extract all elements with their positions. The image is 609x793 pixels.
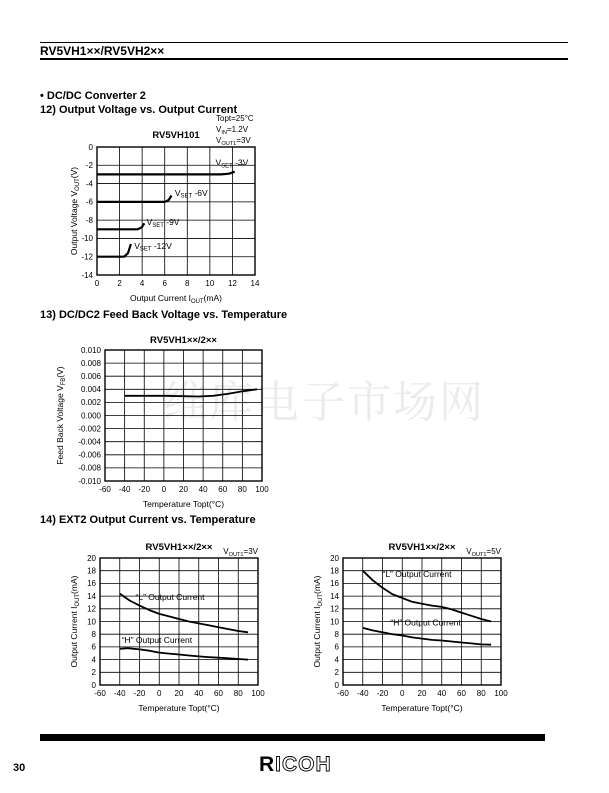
annotation-label: $V_{SET}$ -3V xyxy=(215,157,249,170)
y-tick-label: -2 xyxy=(85,161,93,171)
y-tick-label: 20 xyxy=(87,553,96,563)
x-axis-label: Temperature Topt(°C) xyxy=(138,703,220,713)
y-tick-label: 6 xyxy=(334,642,339,652)
y-tick-label: 12 xyxy=(330,604,339,614)
y-tick-label: 0 xyxy=(88,142,93,152)
chart-output-voltage-vs-output-current xyxy=(35,110,325,306)
header-rule-bottom xyxy=(40,58,568,60)
x-tick-label: -40 xyxy=(356,689,369,698)
x-tick-label: 80 xyxy=(237,485,247,494)
x-tick-label: 0 xyxy=(161,485,167,494)
annotation-label: $V_{SET}$ -6V xyxy=(174,187,208,200)
series-curve xyxy=(97,172,235,175)
y-tick-label: -0.008 xyxy=(78,463,101,473)
chart-title: RV5VH1××/2×× xyxy=(388,542,456,553)
x-tick-label: 100 xyxy=(494,689,508,698)
x-tick-label: -20 xyxy=(138,485,151,494)
footer-rule xyxy=(40,734,545,741)
y-tick-label: 0.010 xyxy=(80,345,101,355)
chart-title: RV5VH1××/2×× xyxy=(150,335,217,346)
annotation-label: “H” Output Current xyxy=(390,617,461,628)
x-tick-label: 60 xyxy=(214,689,223,698)
logo-letter-r: R xyxy=(259,753,276,776)
x-axis-label: Output Current $I_{OUT}(mA)$ xyxy=(130,293,222,305)
x-tick-label: 2 xyxy=(117,279,122,288)
x-tick-label: -20 xyxy=(376,689,389,698)
y-tick-label: 0.000 xyxy=(80,411,101,421)
x-tick-label: 10 xyxy=(205,279,215,288)
y-tick-label: 0 xyxy=(334,680,339,690)
y-tick-label: 8 xyxy=(334,630,339,639)
y-tick-label: 0.002 xyxy=(80,398,101,408)
y-tick-label: 18 xyxy=(330,566,339,576)
y-tick-label: 0.004 xyxy=(80,385,101,395)
x-tick-label: 80 xyxy=(476,689,486,698)
chart-condition: $V_{IN}=1.2V$ xyxy=(216,125,249,136)
x-tick-label: 4 xyxy=(139,279,145,288)
chart-ext2-output-current-3v xyxy=(35,530,315,720)
x-tick-label: 8 xyxy=(185,279,190,288)
x-tick-label: 14 xyxy=(250,279,260,288)
y-tick-label: -0.004 xyxy=(78,437,101,447)
x-tick-label: -40 xyxy=(113,689,126,698)
chart-condition: $V_{OUT1}=3V$ xyxy=(216,136,251,147)
y-tick-label: 2 xyxy=(334,668,339,678)
y-axis-label: Feed Back Voltage $V_{FB}(V)$ xyxy=(55,366,67,465)
chart-title: RV5VH101 xyxy=(152,130,200,141)
series-curve xyxy=(363,628,491,645)
header-rule-top xyxy=(40,42,568,43)
y-tick-label: -0.006 xyxy=(78,450,101,460)
annotation-label: $V_{SET}$ -9V xyxy=(146,217,180,229)
x-tick-label: 100 xyxy=(255,485,269,494)
y-tick-label: 0 xyxy=(91,680,96,690)
series-curve xyxy=(97,196,172,202)
x-tick-label: 20 xyxy=(174,689,184,698)
chart-feedback-voltage-vs-temperature xyxy=(35,326,325,512)
y-tick-label: 4 xyxy=(91,655,96,665)
x-tick-label: 40 xyxy=(437,689,447,698)
y-tick-label: 16 xyxy=(330,579,339,589)
y-axis-label: Output Current $I_{OUT}(mA)$ xyxy=(69,575,81,668)
series-curve xyxy=(97,223,144,229)
x-tick-label: -60 xyxy=(94,689,106,698)
x-tick-label: 40 xyxy=(194,689,204,698)
y-tick-label: 12 xyxy=(87,604,96,614)
y-axis-label: Output Current $I_{OUT}(mA)$ xyxy=(312,575,324,668)
y-tick-label: 14 xyxy=(87,591,96,601)
section-12-heading: 12) Output Voltage vs. Output Current xyxy=(40,104,238,116)
x-tick-label: 100 xyxy=(251,689,265,698)
page-header-title: RV5VH1××/RV5VH2×× xyxy=(40,44,165,58)
y-tick-label: -0.010 xyxy=(78,476,101,486)
y-tick-label: -10 xyxy=(81,234,93,244)
x-tick-label: 60 xyxy=(218,485,228,494)
y-tick-label: 20 xyxy=(330,553,339,563)
y-axis-label: Output Voltage $V_{OUT}(V)$ xyxy=(69,166,81,256)
ricoh-logo xyxy=(258,750,352,778)
y-tick-label: 2 xyxy=(91,668,96,678)
section-13-heading: 13) DC/DC2 Feed Back Voltage vs. Temperature xyxy=(40,309,288,321)
annotation-label: “H” Output Current xyxy=(121,635,193,646)
y-tick-label: 4 xyxy=(334,655,339,665)
x-tick-label: 0 xyxy=(400,689,405,698)
series-curve xyxy=(97,244,131,257)
y-tick-label: -14 xyxy=(81,270,93,280)
y-tick-label: 18 xyxy=(87,566,96,576)
y-tick-label: 14 xyxy=(330,591,339,601)
x-tick-label: 20 xyxy=(179,485,188,494)
y-tick-label: -6 xyxy=(85,197,93,207)
x-tick-label: -20 xyxy=(133,689,146,698)
section-dcdc2-bullet: • DC/DC Converter 2 xyxy=(40,90,146,102)
x-axis-label: Temperature Topt(°C) xyxy=(381,703,463,713)
x-tick-label: 80 xyxy=(233,689,243,698)
series-curve xyxy=(120,648,248,659)
x-tick-label: 12 xyxy=(227,279,237,288)
y-tick-label: -0.002 xyxy=(78,424,101,434)
x-tick-label: 0 xyxy=(157,689,162,698)
y-tick-label: -12 xyxy=(81,252,93,262)
x-tick-label: -60 xyxy=(337,689,349,698)
y-tick-label: 0.008 xyxy=(80,358,101,368)
chart-condition: Topt=25°C xyxy=(216,114,254,123)
chart-title: RV5VH1××/2×× xyxy=(145,542,213,553)
logo-letters-icoh: ICOH xyxy=(275,753,332,776)
x-tick-label: 6 xyxy=(162,279,167,288)
x-tick-label: 20 xyxy=(417,689,427,698)
x-axis-label: Temperature Topt(°C) xyxy=(142,499,225,509)
x-tick-label: 40 xyxy=(198,485,208,494)
annotation-label: “L” Output Current xyxy=(382,569,452,580)
y-tick-label: 6 xyxy=(91,642,96,652)
chart-condition: $V_{OUT1}=5V$ xyxy=(466,547,501,558)
y-tick-label: -8 xyxy=(85,215,93,225)
y-tick-label: 8 xyxy=(91,630,96,639)
x-tick-label: 60 xyxy=(457,689,466,698)
y-tick-label: 0.006 xyxy=(80,372,101,381)
page-number: 30 xyxy=(13,762,26,774)
y-tick-label: -4 xyxy=(85,179,93,189)
y-tick-label: 16 xyxy=(87,579,96,589)
annotation-label: “L” Output Current xyxy=(135,591,205,602)
x-tick-label: -60 xyxy=(99,485,111,494)
x-tick-label: 0 xyxy=(94,279,100,288)
y-tick-label: 10 xyxy=(87,617,96,627)
y-tick-label: 10 xyxy=(330,617,339,627)
chart-ext2-output-current-5v xyxy=(305,530,585,720)
section-14-heading: 14) EXT2 Output Current vs. Temperature xyxy=(40,514,256,526)
watermark: 维库电子市场网 xyxy=(163,378,485,427)
ricoh-logo-text xyxy=(259,753,332,776)
annotation-label: $V_{SET}$ -12V xyxy=(134,240,172,253)
x-tick-label: -40 xyxy=(118,485,131,494)
chart-condition: $V_{OUT1}=3V$ xyxy=(223,547,258,558)
